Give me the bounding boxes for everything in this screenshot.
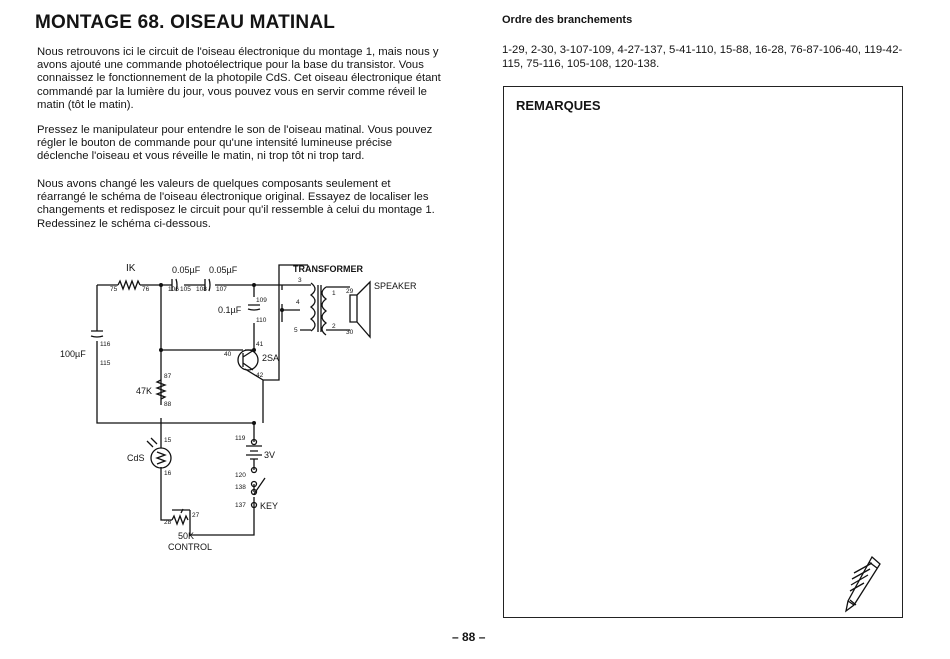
- intro-paragraph: Nous retrouvons ici le circuit de l'oiseau électronique du montage 1, mais nous y avons ajouté une commande photoélectrique pour la base du transistor. Vous connaissez le fonctionnement de la photopile CdS. Cet oiseau électronique étant commandé par la lumière du jour, vous pouvez vous en servir comme réveil le matin (tôt le matin).: [37, 46, 441, 111]
- terminal-116: 116: [100, 341, 111, 348]
- label-100uf: 100µF: [60, 349, 86, 359]
- terminal-1: 1: [332, 290, 336, 297]
- label-c1: 0.05µF: [172, 265, 201, 275]
- cds-photocell-icon: [151, 448, 171, 468]
- label-47k: 47K: [136, 386, 153, 396]
- page-title: MONTAGE 68. OISEAU MATINAL: [35, 12, 336, 33]
- terminal-3: 3: [298, 277, 302, 284]
- terminal-115: 115: [100, 360, 111, 367]
- terminal-120: 120: [235, 472, 246, 479]
- label-1k: IK: [126, 263, 136, 274]
- label-key: KEY: [260, 501, 279, 511]
- terminal-109: 109: [256, 297, 267, 304]
- terminal-75: 75: [110, 286, 118, 293]
- remarks-title: REMARQUES: [516, 98, 601, 113]
- label-c2: 0.05µF: [209, 265, 238, 275]
- label-3v: 3V: [264, 450, 276, 460]
- terminal-119: 119: [235, 435, 246, 442]
- terminal-42: 42: [256, 372, 264, 379]
- terminal-4: 4: [296, 299, 300, 306]
- label-01uf: 0.1µF: [218, 305, 242, 315]
- connections-list: 1-29, 2-30, 3-107-109, 4-27-137, 5-41-110, 15-88, 16-28, 76-87-106-40, 119-42-115, 75-116, 105-108, 120-138.: [502, 44, 903, 70]
- terminal-15: 15: [164, 437, 172, 444]
- label-transformer: TRANSFORMER: [293, 264, 363, 274]
- terminal-29: 29: [346, 288, 354, 295]
- page-number: – 88 –: [452, 630, 486, 644]
- terminal-108: 108: [196, 286, 207, 293]
- terminal-2: 2: [332, 323, 336, 330]
- terminal-107: 107: [216, 286, 227, 293]
- remarks-box: [503, 86, 903, 618]
- terminal-41: 41: [256, 341, 264, 348]
- terminal-76: 76: [142, 286, 150, 293]
- terminal-106: 106: [168, 286, 179, 293]
- capacitor-100uf-icon: [91, 331, 103, 337]
- transformer-icon: [311, 283, 350, 335]
- terminal-110: 110: [256, 317, 267, 324]
- terminal-5: 5: [294, 327, 298, 334]
- resistor-1k-icon: [118, 281, 140, 289]
- usage-paragraph: Pressez le manipulateur pour entendre le son de l'oiseau matinal. Vous pouvez régler le bouton de commande pour qu'une intensité lumineuse précise déclenche l'oiseau et vous réveille le matin, ni trop tôt ni trop tard.: [37, 124, 433, 163]
- terminal-30: 30: [346, 329, 354, 336]
- terminal-16: 16: [164, 470, 172, 477]
- label-2sa: 2SA: [262, 353, 280, 363]
- terminal-27: 27: [192, 512, 200, 519]
- label-50k: 50K: [178, 531, 195, 541]
- exercise-paragraph: Nous avons changé les valeurs de quelques composants seulement et réarrangé le schéma de l'oiseau électronique original. Essayez de localiser les changements et redisposez le circuit pour qu'il ressemble à celui du montage 1. Redessinez le schéma ci-dessous.: [37, 178, 435, 230]
- label-control: CONTROL: [168, 542, 213, 552]
- pencil-icon: [842, 555, 882, 615]
- terminal-105: 105: [180, 286, 191, 293]
- terminal-138: 138: [235, 484, 246, 491]
- battery-3v-icon: [246, 446, 262, 459]
- resistor-47k-icon: [157, 380, 165, 399]
- terminal-40: 40: [224, 351, 232, 358]
- potentiometer-50k-icon: [172, 509, 188, 524]
- terminal-88: 88: [164, 401, 172, 408]
- label-cds: CdS: [127, 453, 145, 463]
- terminal-137: 137: [235, 502, 246, 509]
- terminal-28: 28: [164, 519, 172, 526]
- label-speaker: SPEAKER: [374, 281, 417, 291]
- terminal-87: 87: [164, 373, 172, 380]
- capacitor-01uf-icon: [248, 305, 260, 310]
- connections-title: Ordre des branchements: [502, 14, 633, 26]
